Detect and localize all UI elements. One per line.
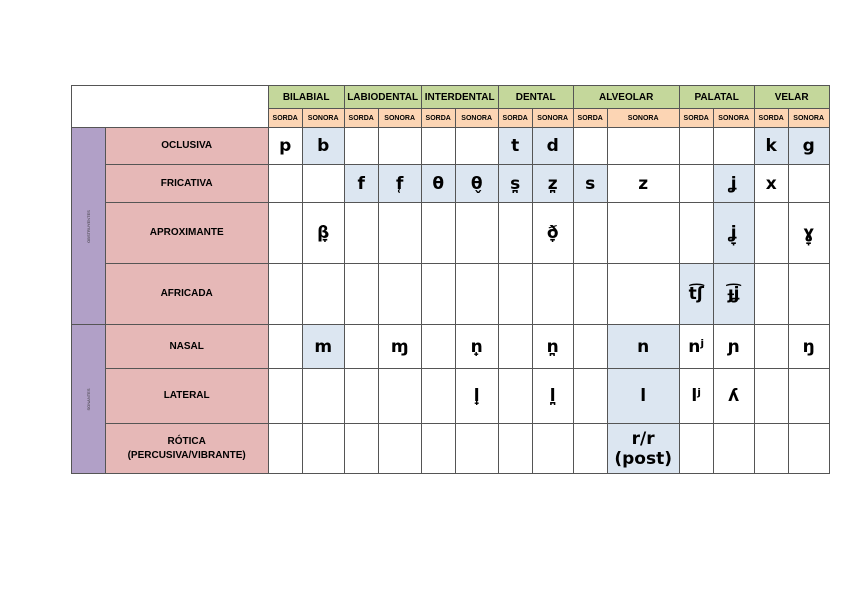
phoneme-cell: z: [607, 165, 679, 203]
table-row: [72, 369, 830, 424]
phoneme-cell: [713, 424, 754, 474]
place-dental: DENTAL: [498, 86, 573, 109]
phoneme-cell: [754, 369, 788, 424]
phoneme-cell: [268, 325, 302, 369]
voice-sorda: SORDA: [754, 109, 788, 128]
place-labiodental: LABIODENTAL: [344, 86, 421, 109]
phoneme-cell: [421, 203, 455, 264]
phoneme-cell: [788, 264, 829, 325]
phoneme-cell: [421, 128, 455, 165]
manner-fricativa: FRICATIVA: [105, 165, 268, 203]
phoneme-cell: [573, 128, 607, 165]
phoneme-cell: s: [573, 165, 607, 203]
phoneme-cell: [532, 424, 573, 474]
manner-aproximante: APROXIMANTE: [105, 203, 268, 264]
group-sonantes: [72, 325, 106, 474]
phoneme-cell: [679, 424, 713, 474]
voice-sorda: SORDA: [573, 109, 607, 128]
phoneme-cell: β̞: [302, 203, 344, 264]
phoneme-cell: s̪: [498, 165, 532, 203]
phoneme-cell: [268, 165, 302, 203]
phoneme-cell: ɲ: [713, 325, 754, 369]
phoneme-cell: [788, 165, 829, 203]
phoneme-cell: [344, 203, 378, 264]
consonant-chart: [71, 85, 830, 474]
phoneme-cell: [344, 325, 378, 369]
phoneme-cell: [378, 128, 421, 165]
phoneme-cell: g: [788, 128, 829, 165]
phoneme-cell: ʝ: [713, 165, 754, 203]
phoneme-cell: ʝ̞: [713, 203, 754, 264]
phoneme-cell: ŋ: [788, 325, 829, 369]
place-alveolar: ALVEOLAR: [573, 86, 679, 109]
phoneme-cell: [378, 264, 421, 325]
phoneme-cell: [344, 128, 378, 165]
phoneme-cell: t͡ʃ: [679, 264, 713, 325]
phoneme-cell: l: [607, 369, 679, 424]
voice-sorda: SORDA: [268, 109, 302, 128]
phoneme-cell: θ: [421, 165, 455, 203]
header-corner: [72, 86, 269, 128]
table-row: [72, 128, 830, 165]
phoneme-cell: [421, 424, 455, 474]
phoneme-cell: n: [607, 325, 679, 369]
voice-sonora: SONORA: [788, 109, 829, 128]
phoneme-cell: [788, 424, 829, 474]
phoneme-cell: [532, 264, 573, 325]
phoneme-cell: [754, 264, 788, 325]
phoneme-cell: [344, 264, 378, 325]
manner-r-tica: RÓTICA (PERCUSIVA/VIBRANTE): [105, 424, 268, 474]
phoneme-cell: [498, 325, 532, 369]
phoneme-cell: [498, 424, 532, 474]
phoneme-cell: [754, 203, 788, 264]
phoneme-cell: n̟: [455, 325, 498, 369]
voice-sonora: SONORA: [713, 109, 754, 128]
phoneme-cell: [573, 369, 607, 424]
phoneme-cell: k: [754, 128, 788, 165]
place-velar: VELAR: [754, 86, 829, 109]
phoneme-cell: [302, 424, 344, 474]
table-row: [72, 325, 830, 369]
table-row: [72, 424, 830, 474]
phoneme-cell: [421, 325, 455, 369]
phoneme-cell: [455, 128, 498, 165]
phoneme-cell: t: [498, 128, 532, 165]
phoneme-cell: [573, 203, 607, 264]
phoneme-cell: l̪: [532, 369, 573, 424]
voice-sonora: SONORA: [532, 109, 573, 128]
phoneme-cell: [498, 369, 532, 424]
voice-sorda: SORDA: [679, 109, 713, 128]
phoneme-cell: [268, 369, 302, 424]
phoneme-cell: [679, 128, 713, 165]
phoneme-cell: f̜: [378, 165, 421, 203]
group-label: SONANTES: [85, 387, 91, 411]
phoneme-cell: [573, 264, 607, 325]
table-row: [72, 264, 830, 325]
phoneme-cell: [344, 369, 378, 424]
phoneme-cell: [455, 264, 498, 325]
phoneme-cell: [268, 203, 302, 264]
phoneme-cell: [754, 424, 788, 474]
phoneme-cell: [713, 128, 754, 165]
phoneme-cell: x: [754, 165, 788, 203]
manner-lateral: LATERAL: [105, 369, 268, 424]
group-label: OBSTRUYENTES: [85, 209, 91, 243]
phoneme-cell: p: [268, 128, 302, 165]
phoneme-cell: r/r (post): [607, 424, 679, 474]
phoneme-cell: [344, 424, 378, 474]
phoneme-cell: [378, 424, 421, 474]
phoneme-cell: b: [302, 128, 344, 165]
voice-sorda: SORDA: [421, 109, 455, 128]
phoneme-cell: [302, 264, 344, 325]
phoneme-cell: [268, 424, 302, 474]
phoneme-cell: [421, 264, 455, 325]
place-palatal: PALATAL: [679, 86, 754, 109]
manner-nasal: NASAL: [105, 325, 268, 369]
group-obstruyentes: [72, 128, 106, 325]
phoneme-cell: [607, 128, 679, 165]
phoneme-cell: f: [344, 165, 378, 203]
phoneme-cell: ɟ͡ʝ: [713, 264, 754, 325]
manner-africada: AFRICADA: [105, 264, 268, 325]
phoneme-cell: [679, 203, 713, 264]
phoneme-cell: [498, 264, 532, 325]
voice-sonora: SONORA: [455, 109, 498, 128]
phoneme-cell: [378, 203, 421, 264]
phoneme-cell: [607, 203, 679, 264]
phoneme-cell: [268, 264, 302, 325]
phoneme-cell: [754, 325, 788, 369]
phoneme-cell: [455, 203, 498, 264]
phoneme-cell: [573, 325, 607, 369]
phoneme-cell: ð̞: [532, 203, 573, 264]
table-row: [72, 203, 830, 264]
phoneme-cell: l̟: [455, 369, 498, 424]
phoneme-cell: θ̬: [455, 165, 498, 203]
phoneme-cell: [421, 369, 455, 424]
phoneme-cell: [302, 369, 344, 424]
phoneme-cell: lʲ: [679, 369, 713, 424]
phoneme-cell: n̪: [532, 325, 573, 369]
phoneme-cell: d: [532, 128, 573, 165]
phoneme-cell: [788, 369, 829, 424]
voice-sonora: SONORA: [378, 109, 421, 128]
phoneme-cell: m: [302, 325, 344, 369]
table-row: [72, 165, 830, 203]
phoneme-cell: ɣ̞: [788, 203, 829, 264]
phoneme-cell: [573, 424, 607, 474]
voice-sorda: SORDA: [498, 109, 532, 128]
phoneme-cell: [455, 424, 498, 474]
manner-oclusiva: OCLUSIVA: [105, 128, 268, 165]
phoneme-cell: [498, 203, 532, 264]
phoneme-cell: [607, 264, 679, 325]
phoneme-cell: z̪: [532, 165, 573, 203]
phoneme-cell: [679, 165, 713, 203]
phoneme-cell: ʎ: [713, 369, 754, 424]
voice-sonora: SONORA: [302, 109, 344, 128]
voice-sorda: SORDA: [344, 109, 378, 128]
voice-sonora: SONORA: [607, 109, 679, 128]
place-bilabial: BILABIAL: [268, 86, 344, 109]
phoneme-cell: nʲ: [679, 325, 713, 369]
phoneme-cell: ɱ: [378, 325, 421, 369]
phoneme-cell: [302, 165, 344, 203]
phoneme-cell: [378, 369, 421, 424]
place-interdental: INTERDENTAL: [421, 86, 498, 109]
